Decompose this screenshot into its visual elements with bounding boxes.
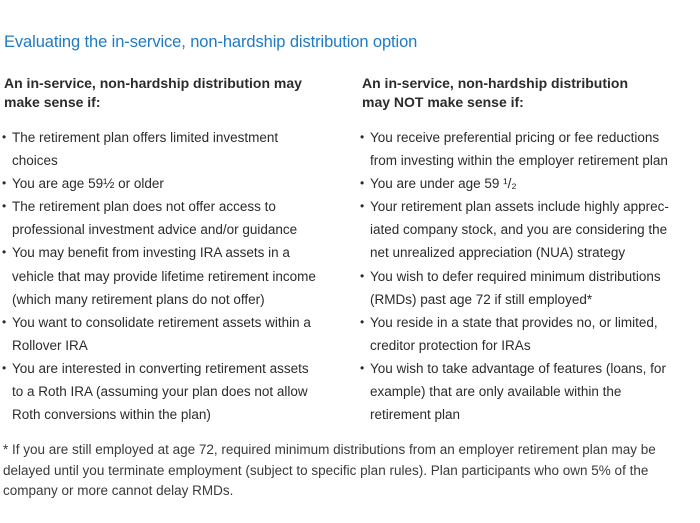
bullet-icon: • <box>360 268 365 283</box>
list-item-line: The retirement plan does not offer access to <box>12 199 276 215</box>
list-item <box>362 311 698 357</box>
bullet-icon: • <box>360 199 365 214</box>
bullet-icon: • <box>360 314 365 329</box>
list-item-line: You reside in a state that provides no, or limited, <box>370 314 658 330</box>
footnote-line: delayed until you terminate employment (subject to specific plan rules). Plan participants who own 5% of the <box>3 462 649 478</box>
list-item-line: choices <box>12 153 58 169</box>
list-item <box>4 241 334 310</box>
bullet-icon: • <box>360 130 365 144</box>
bullet-icon: • <box>2 130 7 144</box>
list-item <box>362 357 698 426</box>
footnote <box>3 440 695 502</box>
footnote-line: company or more cannot delay RMDs. <box>3 483 234 498</box>
list-item-line: creditor protection for IRAs <box>370 337 531 353</box>
bullet-icon: • <box>2 199 7 214</box>
page-title: Evaluating the in-service, non-hardship distribution option <box>4 33 418 51</box>
list-item-line: retirement plan <box>370 407 461 423</box>
list-item-line: You are interested in converting retirement assets <box>12 360 309 376</box>
bullet-list-makes-sense <box>4 126 334 426</box>
footnote-line: * If you are still employed at age 72, required minimum distributions from an employer retirement plan may be <box>3 442 656 457</box>
list-item-line: from investing within the employer retirement plan <box>370 153 668 169</box>
column-does-not-make-sense <box>362 74 698 426</box>
heading-line: An in-service, non-hardship distribution may <box>4 75 302 91</box>
list-item <box>4 311 334 357</box>
list-item-line: You are age 59½ or older <box>12 176 164 192</box>
list-item-line: example) that are only available within the <box>370 384 622 400</box>
bullet-icon: • <box>360 176 365 191</box>
list-item-line: You may benefit from investing IRA assets in a <box>12 245 290 261</box>
list-item <box>362 265 698 311</box>
list-item-line: You are under age 59 ¹/₂ <box>370 176 517 192</box>
bullet-icon: • <box>2 176 7 191</box>
list-item <box>362 126 698 172</box>
list-item-line: net unrealized appreciation (NUA) strategy <box>370 245 626 261</box>
list-item <box>4 357 334 426</box>
list-item-line: (RMDs) past age 72 if still employed* <box>370 291 593 307</box>
list-item <box>362 172 698 195</box>
list-item-line: (which many retirement plans do not offer) <box>12 291 265 307</box>
list-item-line: You wish to defer required minimum distributions <box>370 268 661 284</box>
list-item <box>362 195 698 264</box>
heading-line: An in-service, non-hardship distribution <box>362 75 629 91</box>
heading-line: may NOT make sense if: <box>362 94 524 110</box>
list-item <box>4 195 334 241</box>
list-item-line: The retirement plan offers limited investment <box>12 130 279 145</box>
bullet-icon: • <box>2 245 7 260</box>
list-item-line: professional investment advice and/or guidance <box>12 222 298 238</box>
list-item <box>4 126 334 172</box>
list-item-line: Your retirement plan assets include highly apprec- <box>370 199 669 215</box>
list-item-line: vehicle that may provide lifetime retirement income <box>12 268 316 284</box>
list-item-line: iated company stock, and you are considering the <box>370 222 668 238</box>
list-item-line: Roth conversions within the plan) <box>12 407 211 423</box>
column-makes-sense <box>4 74 334 426</box>
list-item-line: You receive preferential pricing or fee reductions <box>370 130 660 145</box>
list-item-line: You wish to take advantage of features (loans, for <box>370 360 666 376</box>
column-heading-does-not-make-sense <box>362 74 698 114</box>
list-item <box>4 172 334 195</box>
list-item-line: Rollover IRA <box>12 337 88 353</box>
heading-line: make sense if: <box>4 94 101 110</box>
bullet-icon: • <box>2 360 7 375</box>
column-heading-makes-sense <box>4 74 334 114</box>
list-item-line: to a Roth IRA (assuming your plan does not allow <box>12 384 308 400</box>
bullet-list-does-not-make-sense <box>362 126 698 426</box>
list-item-line: You want to consolidate retirement assets within a <box>12 314 311 330</box>
bullet-icon: • <box>2 314 7 329</box>
bullet-icon: • <box>360 360 365 375</box>
